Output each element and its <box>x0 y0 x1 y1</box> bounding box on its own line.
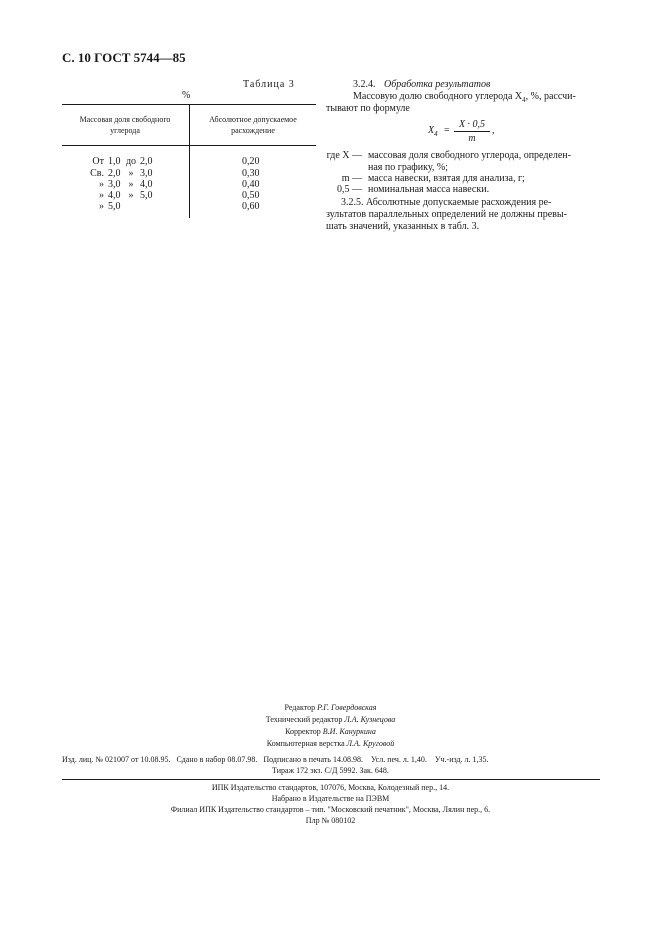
where-text: ная по графику, %; <box>368 162 448 173</box>
imprint-divider <box>62 779 600 780</box>
table-unit: % <box>182 90 191 101</box>
row-sep: » <box>128 190 134 201</box>
printer-branch: Филиал ИПК Издательство стандартов – тип. "Московский печатник", Москва, Лялин пер., 6. <box>170 805 491 814</box>
formula-denominator: m <box>468 133 476 144</box>
where-symbol: m — <box>341 173 362 184</box>
imprint-layout: Компьютерная верстка Л.А. Круговой <box>266 739 395 748</box>
row-sep: » <box>128 179 134 190</box>
formula-equals: = <box>444 125 450 136</box>
where-text: номинальная масса навески. <box>368 184 490 195</box>
imprint-tech-editor: Технический редактор Л.А. Кузнецова <box>265 715 396 724</box>
paragraph-line: 3.2.5. Абсолютные допускаемые расхождения ре- <box>341 197 552 208</box>
table-caption: Таблица 3 <box>243 79 295 90</box>
col1-header-line2: углерода <box>110 126 140 135</box>
row-prefix: Св. <box>90 168 104 179</box>
where-text: массовая доля свободного углерода, определен- <box>368 150 571 161</box>
row-prefix: » <box>99 179 104 190</box>
where-text: масса навески, взятая для анализа, г; <box>368 173 525 184</box>
paragraph-line: тывают по формуле <box>326 103 410 114</box>
row-prefix: От <box>92 156 104 167</box>
where-symbol: где X — <box>326 150 362 161</box>
row-value: 0,40 <box>242 179 260 190</box>
col2-header-line1: Абсолютное допускаемое <box>209 115 297 124</box>
license-number: Плр № 080102 <box>305 816 356 825</box>
publication-circulation: Тираж 172 экз. С/Д 5992. Зак. 648. <box>272 766 389 775</box>
row-value: 0,20 <box>242 156 260 167</box>
row-from: 1,0 <box>108 156 121 167</box>
typeset-note: Набрано в Издательстве на ПЭВМ <box>271 794 390 803</box>
row-value: 0,50 <box>242 190 260 201</box>
page-title: С. 10 ГОСТ 5744—85 <box>62 50 186 65</box>
col2-header-line2: расхождение <box>231 126 275 135</box>
paragraph-line: шать значений, указанных в табл. 3. <box>326 221 480 232</box>
row-from: 2,0 <box>108 168 121 179</box>
imprint-editor: Редактор Р.Г. Говердовская <box>284 703 377 712</box>
publisher-address: ИПК Издательство стандартов, 107076, Москва, Колодезный пер., 14. <box>211 783 450 792</box>
formula-comma: , <box>492 125 495 136</box>
col1-header-line1: Массовая доля свободного <box>79 115 171 124</box>
row-value: 0,60 <box>242 201 260 212</box>
table-header-rule <box>62 145 316 146</box>
paragraph-line: Массовую долю свободного углерода $X_4$, %, рассчи- <box>353 91 576 104</box>
row-to: 4,0 <box>140 179 153 190</box>
formula-fraction-bar <box>454 131 490 132</box>
paragraph-line: зультатов параллельных определений не должны превы- <box>326 209 567 220</box>
row-to: 5,0 <box>140 190 153 201</box>
publication-details: Изд. лиц. № 021007 от 10.08.95. Сдано в набор 08.07.98. Подписано в печать 14.08.98. Усл. печ. л. 1,40. Уч.-изд. л. 1,35. <box>62 755 489 764</box>
row-from: 3,0 <box>108 179 121 190</box>
formula-numerator: X · 0,5 <box>458 119 486 130</box>
row-prefix: » <box>99 201 104 212</box>
row-to: 2,0 <box>140 156 153 167</box>
row-from: 5,0 <box>108 201 121 212</box>
where-symbol: 0,5 — <box>337 184 362 195</box>
row-from: 4,0 <box>108 190 121 201</box>
row-to: 3,0 <box>140 168 153 179</box>
formula-lhs: $X_4$ <box>428 125 438 138</box>
row-sep: до <box>125 156 137 167</box>
row-prefix: » <box>99 190 104 201</box>
row-sep: » <box>128 168 134 179</box>
section-heading: Обработка результатов <box>384 79 491 90</box>
imprint-corrector: Корректор В.И. Кануркина <box>285 727 376 736</box>
row-value: 0,30 <box>242 168 260 179</box>
section-number: 3.2.4. <box>353 79 376 90</box>
